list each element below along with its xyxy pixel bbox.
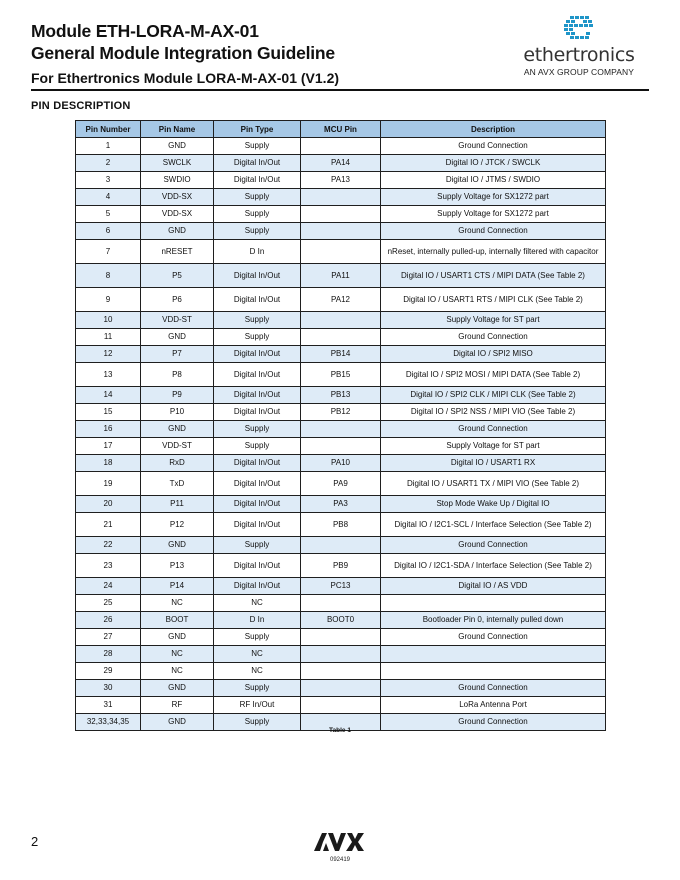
table-row	[76, 663, 606, 680]
pin-number-cell: 24	[76, 578, 141, 595]
mcu-pin-cell: PB13	[301, 387, 381, 404]
description-cell: Digital IO / SPI2 MISO	[381, 346, 606, 363]
pin-type-cell: Digital In/Out	[214, 387, 301, 404]
table-row	[76, 578, 606, 595]
pin-type-cell: Digital In/Out	[214, 496, 301, 513]
header-divider	[31, 89, 649, 91]
description-cell: Digital IO / AS VDD	[381, 578, 606, 595]
table-row	[76, 421, 606, 438]
description-cell: Digital IO / I2C1-SCL / Interface Selection (See Table 2)	[381, 513, 606, 537]
mcu-pin-cell	[301, 646, 381, 663]
pin-number-cell: 28	[76, 646, 141, 663]
pin-number-cell: 5	[76, 206, 141, 223]
mcu-pin-cell	[301, 537, 381, 554]
pin-name-cell: NC	[141, 595, 214, 612]
mcu-pin-cell: PA9	[301, 472, 381, 496]
table-row	[76, 223, 606, 240]
pin-number-cell: 27	[76, 629, 141, 646]
pin-number-cell: 9	[76, 288, 141, 312]
pin-name-cell: GND	[141, 537, 214, 554]
table-row	[76, 155, 606, 172]
mcu-pin-cell	[301, 240, 381, 264]
pin-type-cell: Supply	[214, 438, 301, 455]
table-row	[76, 312, 606, 329]
table-row	[76, 629, 606, 646]
pin-name-cell: RF	[141, 697, 214, 714]
description-cell	[381, 595, 606, 612]
pin-type-cell: NC	[214, 595, 301, 612]
mcu-pin-cell: PA13	[301, 172, 381, 189]
pin-type-cell: RF In/Out	[214, 697, 301, 714]
pin-number-cell: 14	[76, 387, 141, 404]
table-row	[76, 595, 606, 612]
description-cell: Ground Connection	[381, 680, 606, 697]
pin-name-cell: GND	[141, 680, 214, 697]
pin-number-cell: 18	[76, 455, 141, 472]
table-row	[76, 438, 606, 455]
pin-type-cell: Supply	[214, 629, 301, 646]
mcu-pin-cell	[301, 697, 381, 714]
pin-name-cell: SWCLK	[141, 155, 214, 172]
mcu-pin-cell	[301, 680, 381, 697]
pin-name-cell: P11	[141, 496, 214, 513]
table-row	[76, 404, 606, 421]
description-cell	[381, 646, 606, 663]
pin-type-cell: Supply	[214, 138, 301, 155]
description-cell: Supply Voltage for SX1272 part	[381, 189, 606, 206]
pin-number-cell: 25	[76, 595, 141, 612]
pin-name-cell: P9	[141, 387, 214, 404]
pin-type-cell: Supply	[214, 421, 301, 438]
pin-number-cell: 7	[76, 240, 141, 264]
pin-type-cell: NC	[214, 646, 301, 663]
mcu-pin-cell: PB8	[301, 513, 381, 537]
pin-number-cell: 26	[76, 612, 141, 629]
pin-name-cell: SWDIO	[141, 172, 214, 189]
avx-footer-logo	[0, 833, 680, 863]
pin-type-cell: D In	[214, 240, 301, 264]
table-row	[76, 288, 606, 312]
description-cell: Ground Connection	[381, 629, 606, 646]
table-row	[76, 240, 606, 264]
pin-name-cell: RxD	[141, 455, 214, 472]
pin-name-cell: VDD-SX	[141, 206, 214, 223]
mcu-pin-cell	[301, 329, 381, 346]
pin-type-cell: Digital In/Out	[214, 264, 301, 288]
pin-name-cell: VDD-SX	[141, 189, 214, 206]
table-row	[76, 537, 606, 554]
table-row	[76, 612, 606, 629]
pin-number-cell: 13	[76, 363, 141, 387]
pin-number-cell: 23	[76, 554, 141, 578]
pin-type-cell: Digital In/Out	[214, 554, 301, 578]
description-cell: Digital IO / JTCK / SWCLK	[381, 155, 606, 172]
description-cell: Ground Connection	[381, 329, 606, 346]
mcu-pin-cell: PC13	[301, 578, 381, 595]
description-cell: Digital IO / USART1 RTS / MIPI CLK (See Table 2)	[381, 288, 606, 312]
mcu-pin-cell	[301, 189, 381, 206]
pin-number-cell: 20	[76, 496, 141, 513]
table-row	[76, 472, 606, 496]
document-subtitle: For Ethertronics Module LORA-M-AX-01 (V1.2)	[31, 70, 340, 86]
table-row	[76, 513, 606, 537]
mcu-pin-cell: PB12	[301, 404, 381, 421]
pin-number-cell: 2	[76, 155, 141, 172]
pin-name-cell: GND	[141, 138, 214, 155]
pin-number-cell: 16	[76, 421, 141, 438]
mcu-pin-cell	[301, 629, 381, 646]
description-cell: Digital IO / USART1 TX / MIPI VIO (See Table 2)	[381, 472, 606, 496]
column-header: Pin Number	[76, 121, 141, 138]
mcu-pin-cell	[301, 223, 381, 240]
pin-type-cell: Digital In/Out	[214, 455, 301, 472]
document-title-line1: Module ETH-LORA-M-AX-01	[31, 21, 259, 41]
pin-number-cell: 21	[76, 513, 141, 537]
pin-type-cell: D In	[214, 612, 301, 629]
pin-type-cell: Supply	[214, 714, 301, 731]
pin-number-cell: 12	[76, 346, 141, 363]
pin-number-cell: 6	[76, 223, 141, 240]
pin-type-cell: Digital In/Out	[214, 363, 301, 387]
pin-name-cell: GND	[141, 329, 214, 346]
description-cell: Ground Connection	[381, 537, 606, 554]
pin-name-cell: P6	[141, 288, 214, 312]
column-header: Description	[381, 121, 606, 138]
pin-name-cell: GND	[141, 421, 214, 438]
pin-number-cell: 17	[76, 438, 141, 455]
table-row	[76, 387, 606, 404]
pin-name-cell: GND	[141, 629, 214, 646]
document-code: 092419	[329, 857, 351, 863]
pin-number-cell: 8	[76, 264, 141, 288]
pin-number-cell: 3	[76, 172, 141, 189]
pin-name-cell: GND	[141, 223, 214, 240]
section-title: PIN DESCRIPTION	[31, 100, 131, 112]
description-cell: Digital IO / SPI2 CLK / MIPI CLK (See Table 2)	[381, 387, 606, 404]
mcu-pin-cell: PA3	[301, 496, 381, 513]
table-row	[76, 363, 606, 387]
pin-name-cell: P5	[141, 264, 214, 288]
table-row	[76, 346, 606, 363]
pin-type-cell: Digital In/Out	[214, 288, 301, 312]
mcu-pin-cell: PB9	[301, 554, 381, 578]
description-cell: Ground Connection	[381, 223, 606, 240]
description-cell: LoRa Antenna Port	[381, 697, 606, 714]
table-row	[76, 455, 606, 472]
table-row	[76, 680, 606, 697]
description-cell: Stop Mode Wake Up / Digital IO	[381, 496, 606, 513]
mcu-pin-cell	[301, 595, 381, 612]
pin-number-cell: 10	[76, 312, 141, 329]
table-row	[76, 554, 606, 578]
description-cell: Digital IO / SPI2 NSS / MIPI VIO (See Table 2)	[381, 404, 606, 421]
pin-description-table	[75, 120, 606, 731]
ethertronics-e-icon	[561, 14, 597, 46]
pin-type-cell: Digital In/Out	[214, 172, 301, 189]
pin-name-cell: VDD-ST	[141, 438, 214, 455]
document-title-line2: General Module Integration Guideline	[31, 43, 335, 63]
pin-number-cell: 4	[76, 189, 141, 206]
pin-type-cell: Supply	[214, 680, 301, 697]
mcu-pin-cell: BOOT0	[301, 612, 381, 629]
table-row	[76, 189, 606, 206]
pin-type-cell: Supply	[214, 329, 301, 346]
pin-name-cell: P14	[141, 578, 214, 595]
mcu-pin-cell: PB14	[301, 346, 381, 363]
description-cell	[381, 663, 606, 680]
pin-name-cell: P8	[141, 363, 214, 387]
column-header: MCU Pin	[301, 121, 381, 138]
table-row	[76, 329, 606, 346]
pin-type-cell: Digital In/Out	[214, 513, 301, 537]
table-header-row	[76, 121, 606, 138]
ethertronics-wordmark: ethertronics	[523, 44, 635, 66]
mcu-pin-cell	[301, 138, 381, 155]
pin-name-cell: NC	[141, 663, 214, 680]
description-cell: nReset, internally pulled-up, internally filtered with capacitor	[381, 240, 606, 264]
description-cell: Digital IO / USART1 CTS / MIPI DATA (See Table 2)	[381, 264, 606, 288]
pin-type-cell: Digital In/Out	[214, 404, 301, 421]
pin-number-cell: 22	[76, 537, 141, 554]
pin-name-cell: P13	[141, 554, 214, 578]
table-row	[76, 172, 606, 189]
pin-type-cell: Supply	[214, 223, 301, 240]
ethertronics-tagline: AN AVX GROUP COMPANY	[523, 67, 635, 77]
pin-name-cell: NC	[141, 646, 214, 663]
mcu-pin-cell: PA14	[301, 155, 381, 172]
pin-number-cell: 29	[76, 663, 141, 680]
pin-number-cell: 19	[76, 472, 141, 496]
mcu-pin-cell	[301, 312, 381, 329]
description-cell: Digital IO / USART1 RX	[381, 455, 606, 472]
pin-type-cell: Supply	[214, 206, 301, 223]
table-row	[76, 264, 606, 288]
pin-name-cell: VDD-ST	[141, 312, 214, 329]
table-row	[76, 138, 606, 155]
pin-name-cell: P12	[141, 513, 214, 537]
description-cell: Supply Voltage for SX1272 part	[381, 206, 606, 223]
mcu-pin-cell	[301, 206, 381, 223]
mcu-pin-cell: PA12	[301, 288, 381, 312]
pin-number-cell: 11	[76, 329, 141, 346]
pin-type-cell: Digital In/Out	[214, 155, 301, 172]
mcu-pin-cell: PA10	[301, 455, 381, 472]
description-cell: Digital IO / I2C1-SDA / Interface Selection (See Table 2)	[381, 554, 606, 578]
column-header: Pin Type	[214, 121, 301, 138]
description-cell: Digital IO / SPI2 MOSI / MIPI DATA (See Table 2)	[381, 363, 606, 387]
table-row	[76, 496, 606, 513]
mcu-pin-cell: PA11	[301, 264, 381, 288]
mcu-pin-cell	[301, 438, 381, 455]
pin-type-cell: Digital In/Out	[214, 472, 301, 496]
pin-name-cell: nRESET	[141, 240, 214, 264]
column-header: Pin Name	[141, 121, 214, 138]
pin-number-cell: 32,33,34,35	[76, 714, 141, 731]
table-row	[76, 697, 606, 714]
pin-number-cell: 1	[76, 138, 141, 155]
mcu-pin-cell	[301, 663, 381, 680]
description-cell: Ground Connection	[381, 714, 606, 731]
description-cell: Ground Connection	[381, 421, 606, 438]
pin-type-cell: Supply	[214, 312, 301, 329]
avx-logo-icon	[314, 833, 366, 851]
table-row	[76, 206, 606, 223]
pin-number-cell: 30	[76, 680, 141, 697]
pin-name-cell: GND	[141, 714, 214, 731]
pin-name-cell: P10	[141, 404, 214, 421]
description-cell: Ground Connection	[381, 138, 606, 155]
table-caption: Table 1	[329, 727, 351, 734]
pin-type-cell: Supply	[214, 189, 301, 206]
pin-name-cell: P7	[141, 346, 214, 363]
pin-type-cell: Digital In/Out	[214, 578, 301, 595]
mcu-pin-cell: PB15	[301, 363, 381, 387]
pin-type-cell: NC	[214, 663, 301, 680]
description-cell: Bootloader Pin 0, internally pulled down	[381, 612, 606, 629]
mcu-pin-cell	[301, 421, 381, 438]
pin-number-cell: 15	[76, 404, 141, 421]
pin-type-cell: Supply	[214, 537, 301, 554]
page-number: 2	[31, 834, 39, 849]
pin-name-cell: BOOT	[141, 612, 214, 629]
description-cell: Digital IO / JTMS / SWDIO	[381, 172, 606, 189]
description-cell: Supply Voltage for ST part	[381, 312, 606, 329]
ethertronics-logo	[509, 14, 649, 77]
table-row	[76, 646, 606, 663]
pin-number-cell: 31	[76, 697, 141, 714]
description-cell: Supply Voltage for ST part	[381, 438, 606, 455]
pin-type-cell: Digital In/Out	[214, 346, 301, 363]
pin-name-cell: TxD	[141, 472, 214, 496]
